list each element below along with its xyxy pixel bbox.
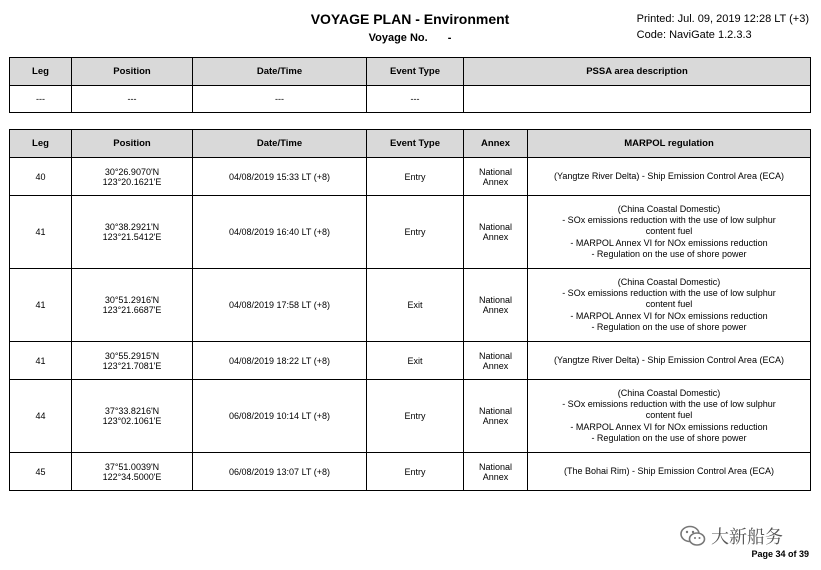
event-datetime: 06/08/2019 10:14 LT (+8) xyxy=(229,411,330,421)
event-type: Entry xyxy=(404,227,426,237)
leg-number: 45 xyxy=(35,466,46,477)
annex-line-2: Annex xyxy=(482,232,509,242)
voyage-value: - xyxy=(447,32,452,44)
latitude: 30°51.2916'N xyxy=(104,295,160,305)
regulation-line: (China Coastal Domestic) xyxy=(617,276,721,287)
event-datetime: 04/08/2019 18:22 LT (+8) xyxy=(229,355,330,366)
latitude: 30°55.2915'N xyxy=(104,350,160,361)
annex-line-2: Annex xyxy=(482,176,509,187)
regulation-line: content fuel xyxy=(645,226,693,237)
cell-leg xyxy=(10,269,72,342)
marpol-table xyxy=(9,129,811,491)
table-row xyxy=(10,158,811,196)
annex-line-1: National xyxy=(478,406,513,416)
cell-position xyxy=(72,453,193,491)
cell-leg xyxy=(10,453,72,491)
marpol-header-event-type: Event Type xyxy=(367,130,464,158)
cell-regulation xyxy=(528,342,811,380)
regulation-line: - SOx emissions reduction with the use of low sulphur xyxy=(562,399,776,410)
cell-annex xyxy=(464,158,528,196)
cell-annex xyxy=(464,269,528,342)
longitude: 123°20.1621'E xyxy=(102,176,162,187)
marpol-header-regulation: MARPOL regulation xyxy=(528,130,811,158)
cell-event-type xyxy=(367,453,464,491)
pssa-table xyxy=(9,57,811,113)
cell-position xyxy=(72,269,193,342)
cell-event-type xyxy=(367,158,464,196)
annex-line-1: National xyxy=(478,166,513,177)
pssa-header-leg: Leg xyxy=(10,58,72,86)
cell-datetime xyxy=(193,342,367,380)
page-number: Page 34 of 39 xyxy=(751,549,809,559)
cell-position xyxy=(72,196,193,269)
pssa-header-description: PSSA area description xyxy=(464,58,811,86)
event-type: Exit xyxy=(407,355,423,366)
event-type: Entry xyxy=(404,171,426,182)
regulation-line: - SOx emissions reduction with the use of low sulphur xyxy=(562,215,776,226)
table-row xyxy=(10,86,811,113)
page-title: VOYAGE PLAN - Environment xyxy=(310,11,510,27)
marpol-header-position: Position xyxy=(72,130,193,158)
cell-regulation xyxy=(528,158,811,196)
watermark-text: 大新船务 xyxy=(711,527,783,547)
regulation-line: - Regulation on the use of shore power xyxy=(591,432,747,443)
pssa-header-datetime: Date/Time xyxy=(193,58,367,86)
regulation-line: - Regulation on the use of shore power xyxy=(591,248,747,259)
cell-position xyxy=(72,158,193,196)
annex-line-1: National xyxy=(478,350,513,361)
regulation-line: (China Coastal Domestic) xyxy=(617,387,721,398)
watermark-logo xyxy=(680,523,783,549)
regulation-line: (Yangtze River Delta) - Ship Emission Control Area (ECA) xyxy=(554,170,784,181)
event-datetime: 06/08/2019 13:07 LT (+8) xyxy=(229,466,330,477)
regulation-line: content fuel xyxy=(645,410,693,421)
leg-number: 40 xyxy=(35,171,46,182)
marpol-header-leg: Leg xyxy=(10,130,72,158)
cell-leg xyxy=(10,342,72,380)
pssa-cell-description xyxy=(464,86,811,113)
cell-event-type xyxy=(367,342,464,380)
regulation-line: - MARPOL Annex VI for NOx emissions reduction xyxy=(570,237,768,248)
table-row xyxy=(10,453,811,491)
event-type: Entry xyxy=(404,466,426,477)
pssa-header-position: Position xyxy=(72,58,193,86)
regulation-line: content fuel xyxy=(645,299,693,310)
annex-line-2: Annex xyxy=(482,360,509,371)
annex-line-1: National xyxy=(478,222,513,232)
cell-datetime xyxy=(193,196,367,269)
cell-datetime xyxy=(193,158,367,196)
cell-annex xyxy=(464,342,528,380)
voyage-number xyxy=(260,32,560,44)
pssa-cell-position: --- xyxy=(72,86,193,113)
cell-event-type xyxy=(367,269,464,342)
annex-line-1: National xyxy=(478,295,513,305)
annex-line-2: Annex xyxy=(482,305,509,315)
annex-line-2: Annex xyxy=(482,416,509,426)
marpol-header-datetime: Date/Time xyxy=(193,130,367,158)
regulation-line: (Yangtze River Delta) - Ship Emission Control Area (ECA) xyxy=(554,354,784,365)
cell-datetime xyxy=(193,380,367,453)
pssa-cell-datetime: --- xyxy=(193,86,367,113)
cell-event-type xyxy=(367,196,464,269)
annex-line-1: National xyxy=(478,461,513,472)
cell-event-type xyxy=(367,380,464,453)
cell-leg xyxy=(10,380,72,453)
cell-datetime xyxy=(193,269,367,342)
event-type: Entry xyxy=(404,411,426,421)
cell-position xyxy=(72,342,193,380)
latitude: 37°33.8216'N xyxy=(104,406,160,416)
cell-position xyxy=(72,380,193,453)
wechat-icon xyxy=(680,525,706,547)
pssa-cell-event-type: --- xyxy=(367,86,464,113)
pssa-header-event-type: Event Type xyxy=(367,58,464,86)
cell-leg xyxy=(10,158,72,196)
leg-number: 41 xyxy=(35,355,46,366)
pssa-cell-leg: --- xyxy=(10,86,72,113)
table-row xyxy=(10,196,811,269)
longitude: 123°21.6687'E xyxy=(102,305,162,315)
marpol-table-body xyxy=(10,158,811,491)
event-datetime: 04/08/2019 16:40 LT (+8) xyxy=(229,227,330,237)
pssa-header-row xyxy=(10,58,811,86)
longitude: 122°34.5000'E xyxy=(102,471,162,482)
event-datetime: 04/08/2019 17:58 LT (+8) xyxy=(229,300,330,310)
regulation-line: (The Bohai Rim) - Ship Emission Control Area (ECA) xyxy=(563,465,775,476)
printed-date: Printed: Jul. 09, 2019 12:28 LT (+3) xyxy=(636,13,809,25)
latitude: 30°26.9070'N xyxy=(104,166,160,177)
regulation-line: - Regulation on the use of shore power xyxy=(591,321,747,332)
regulation-line: (China Coastal Domestic) xyxy=(617,203,721,214)
leg-number: 44 xyxy=(35,411,46,421)
marpol-header-row xyxy=(10,130,811,158)
cell-regulation xyxy=(528,196,811,269)
latitude: 30°38.2921'N xyxy=(104,222,160,232)
cell-datetime xyxy=(193,453,367,491)
longitude: 123°21.5412'E xyxy=(102,232,162,242)
leg-number: 41 xyxy=(35,300,46,310)
cell-leg xyxy=(10,196,72,269)
regulation-line: - SOx emissions reduction with the use of low sulphur xyxy=(562,288,776,299)
cell-annex xyxy=(464,380,528,453)
regulation-line: - MARPOL Annex VI for NOx emissions reduction xyxy=(570,421,768,432)
event-datetime: 04/08/2019 15:33 LT (+8) xyxy=(229,171,330,182)
table-row xyxy=(10,269,811,342)
latitude: 37°51.0039'N xyxy=(104,461,160,472)
cell-annex xyxy=(464,196,528,269)
leg-number: 41 xyxy=(35,227,46,237)
longitude: 123°02.1061'E xyxy=(102,416,162,426)
event-type: Exit xyxy=(407,300,423,310)
table-row xyxy=(10,380,811,453)
cell-regulation xyxy=(528,269,811,342)
longitude: 123°21.7081'E xyxy=(102,360,162,371)
table-row xyxy=(10,342,811,380)
voyage-label: Voyage No. xyxy=(368,32,428,44)
cell-regulation xyxy=(528,380,811,453)
cell-regulation xyxy=(528,453,811,491)
annex-line-2: Annex xyxy=(482,471,509,482)
regulation-line: - MARPOL Annex VI for NOx emissions reduction xyxy=(570,310,768,321)
marpol-header-annex: Annex xyxy=(464,130,528,158)
print-info xyxy=(637,11,809,43)
software-code: Code: NaviGate 1.2.3.3 xyxy=(636,29,752,41)
cell-annex xyxy=(464,453,528,491)
